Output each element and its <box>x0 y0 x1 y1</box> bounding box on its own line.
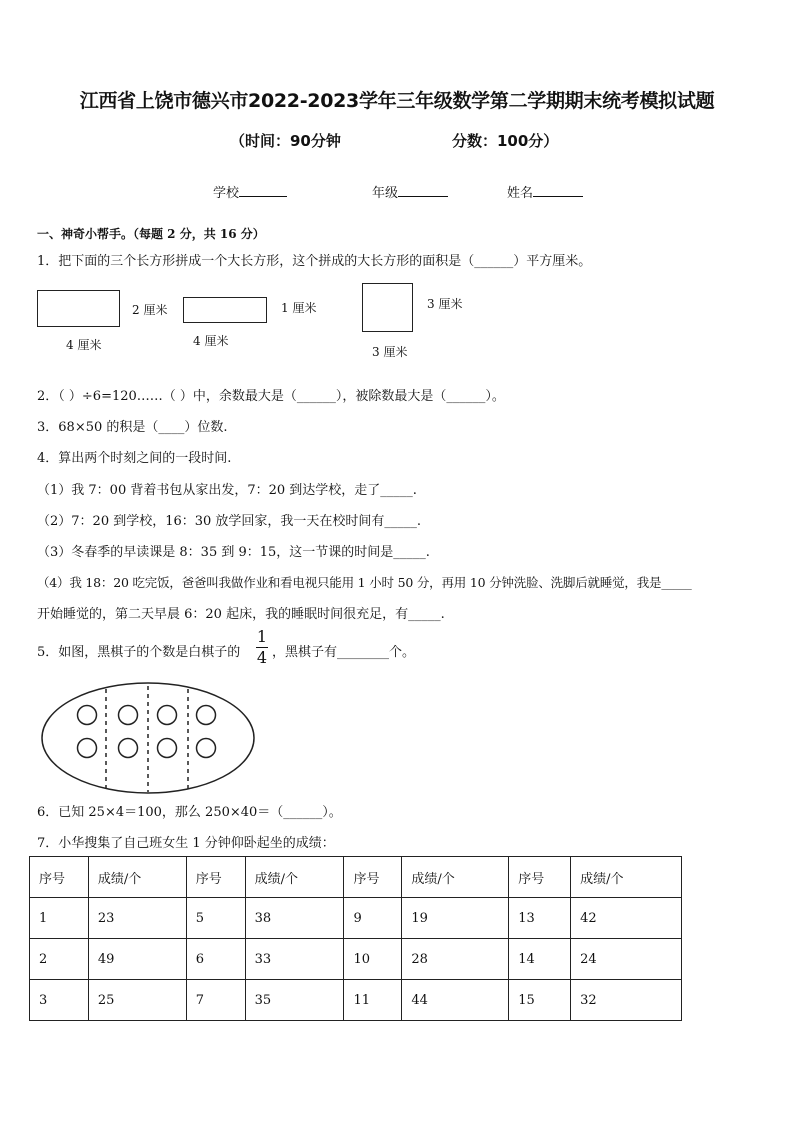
table-cell: 5 <box>186 898 245 939</box>
table-cell: 15 <box>509 980 571 1021</box>
square-3 <box>362 283 413 332</box>
table-row <box>30 898 682 939</box>
section-heading: 一、神奇小帮手。（每题 2 分，共 16 分） <box>37 227 265 241</box>
question-5-text-b: ，黑棋子有________个。 <box>272 645 416 660</box>
table-cell: 24 <box>571 939 682 980</box>
table-cell: 25 <box>88 980 186 1021</box>
question-7: 7．小华搜集了自己班女生 1 分钟仰卧起坐的成绩： <box>37 836 335 851</box>
table-cell: 38 <box>245 898 344 939</box>
chess-piece <box>158 706 177 725</box>
question-4-intro: 4．算出两个时刻之间的一段时间. <box>37 451 232 466</box>
rectangle-2-height: 1 厘米 <box>281 301 317 315</box>
question-3: 3．68×50 的积是（____）位数. <box>37 420 228 435</box>
question-4-part-4b: 开始睡觉的，第二天早晨 6：20 起床，我的睡眠时间很充足，有_____. <box>37 607 445 622</box>
grade-label: 年级 <box>372 186 399 201</box>
question-4-part-4a: （4）我 18：20 吃完饭，爸爸叫我做作业和看电视只能用 1 小时 50 分，再用 10 分钟洗脸、洗脚后就睡觉，我是_____ <box>37 575 692 590</box>
table-cell: 42 <box>571 898 682 939</box>
chess-piece <box>119 706 138 725</box>
table-cell: 13 <box>509 898 571 939</box>
square-3-height: 3 厘米 <box>427 297 463 311</box>
question-4-part-1: （1）我 7：00 背着书包从家出发，7：20 到达学校，走了_____. <box>37 483 417 498</box>
school-label: 学校 <box>213 186 240 201</box>
table-cell: 2 <box>30 939 89 980</box>
table-cell: 11 <box>344 980 402 1021</box>
table-cell: 9 <box>344 898 402 939</box>
header-cell: 成绩/个 <box>88 857 186 898</box>
chess-piece <box>78 706 97 725</box>
chess-pieces-figure <box>40 677 260 807</box>
rectangle-1-width: 4 厘米 <box>66 338 102 352</box>
table-cell: 23 <box>88 898 186 939</box>
chess-piece <box>197 739 216 758</box>
table-cell: 28 <box>402 939 509 980</box>
question-4-part-3: （3）冬春季的早读课是 8：35 到 9：15，这一节课的时间是_____. <box>37 545 430 560</box>
header-cell: 序号 <box>344 857 402 898</box>
header-cell: 序号 <box>509 857 571 898</box>
answer-blank[interactable]: ______ <box>474 254 514 269</box>
chess-piece <box>119 739 138 758</box>
exam-score: 分数：100分） <box>452 132 559 150</box>
table-cell: 33 <box>245 939 344 980</box>
grade-field[interactable] <box>372 182 448 201</box>
question-4-part-2: （2）7：20 到学校，16：30 放学回家，我一天在校时间有_____. <box>37 514 422 529</box>
page-title: 江西省上饶市德兴市2022-2023学年三年级数学第二学期期末统考模拟试题 <box>79 90 715 112</box>
table-cell: 1 <box>30 898 89 939</box>
question-6: 6．已知 25×4＝100，那么 250×40＝（______）。 <box>37 805 342 820</box>
header-cell: 成绩/个 <box>571 857 682 898</box>
exam-time: （时间：90分钟 <box>230 132 341 150</box>
rectangle-2 <box>183 297 267 323</box>
table-cell: 32 <box>571 980 682 1021</box>
table-row <box>30 939 682 980</box>
chess-piece <box>158 739 177 758</box>
table-header-row <box>30 857 682 898</box>
table-row <box>30 980 682 1021</box>
rectangle-1-height: 2 厘米 <box>132 303 168 317</box>
header-cell: 序号 <box>186 857 245 898</box>
rectangle-2-width: 4 厘米 <box>193 334 229 348</box>
table-cell: 49 <box>88 939 186 980</box>
rectangle-1 <box>37 290 120 327</box>
chess-piece <box>78 739 97 758</box>
table-cell: 14 <box>509 939 571 980</box>
table-cell: 19 <box>402 898 509 939</box>
fraction-denominator: 4 <box>256 648 268 667</box>
table-cell: 35 <box>245 980 344 1021</box>
table-cell: 3 <box>30 980 89 1021</box>
table-cell: 44 <box>402 980 509 1021</box>
square-3-width: 3 厘米 <box>372 345 408 359</box>
fraction-numerator: 1 <box>256 627 268 646</box>
scores-table <box>29 856 682 1021</box>
question-5-text-a: 5．如图，黑棋子的个数是白棋子的 <box>37 645 241 660</box>
question-1: 1．把下面的三个长方形拼成一个大长方形，这个拼成的大长方形的面积是（______）平方厘米。 <box>37 254 592 269</box>
fraction-one-quarter <box>255 628 269 667</box>
name-label: 姓名 <box>507 186 534 201</box>
header-cell: 成绩/个 <box>402 857 509 898</box>
school-field[interactable] <box>213 182 287 201</box>
table-cell: 10 <box>344 939 402 980</box>
question-2: 2．（ ）÷6=120……（ ）中，余数最大是（______），被除数最大是（______）。 <box>37 389 505 404</box>
name-field[interactable] <box>507 182 583 201</box>
chess-piece <box>197 706 216 725</box>
header-cell: 序号 <box>30 857 89 898</box>
header-cell: 成绩/个 <box>245 857 344 898</box>
table-cell: 7 <box>186 980 245 1021</box>
table-cell: 6 <box>186 939 245 980</box>
